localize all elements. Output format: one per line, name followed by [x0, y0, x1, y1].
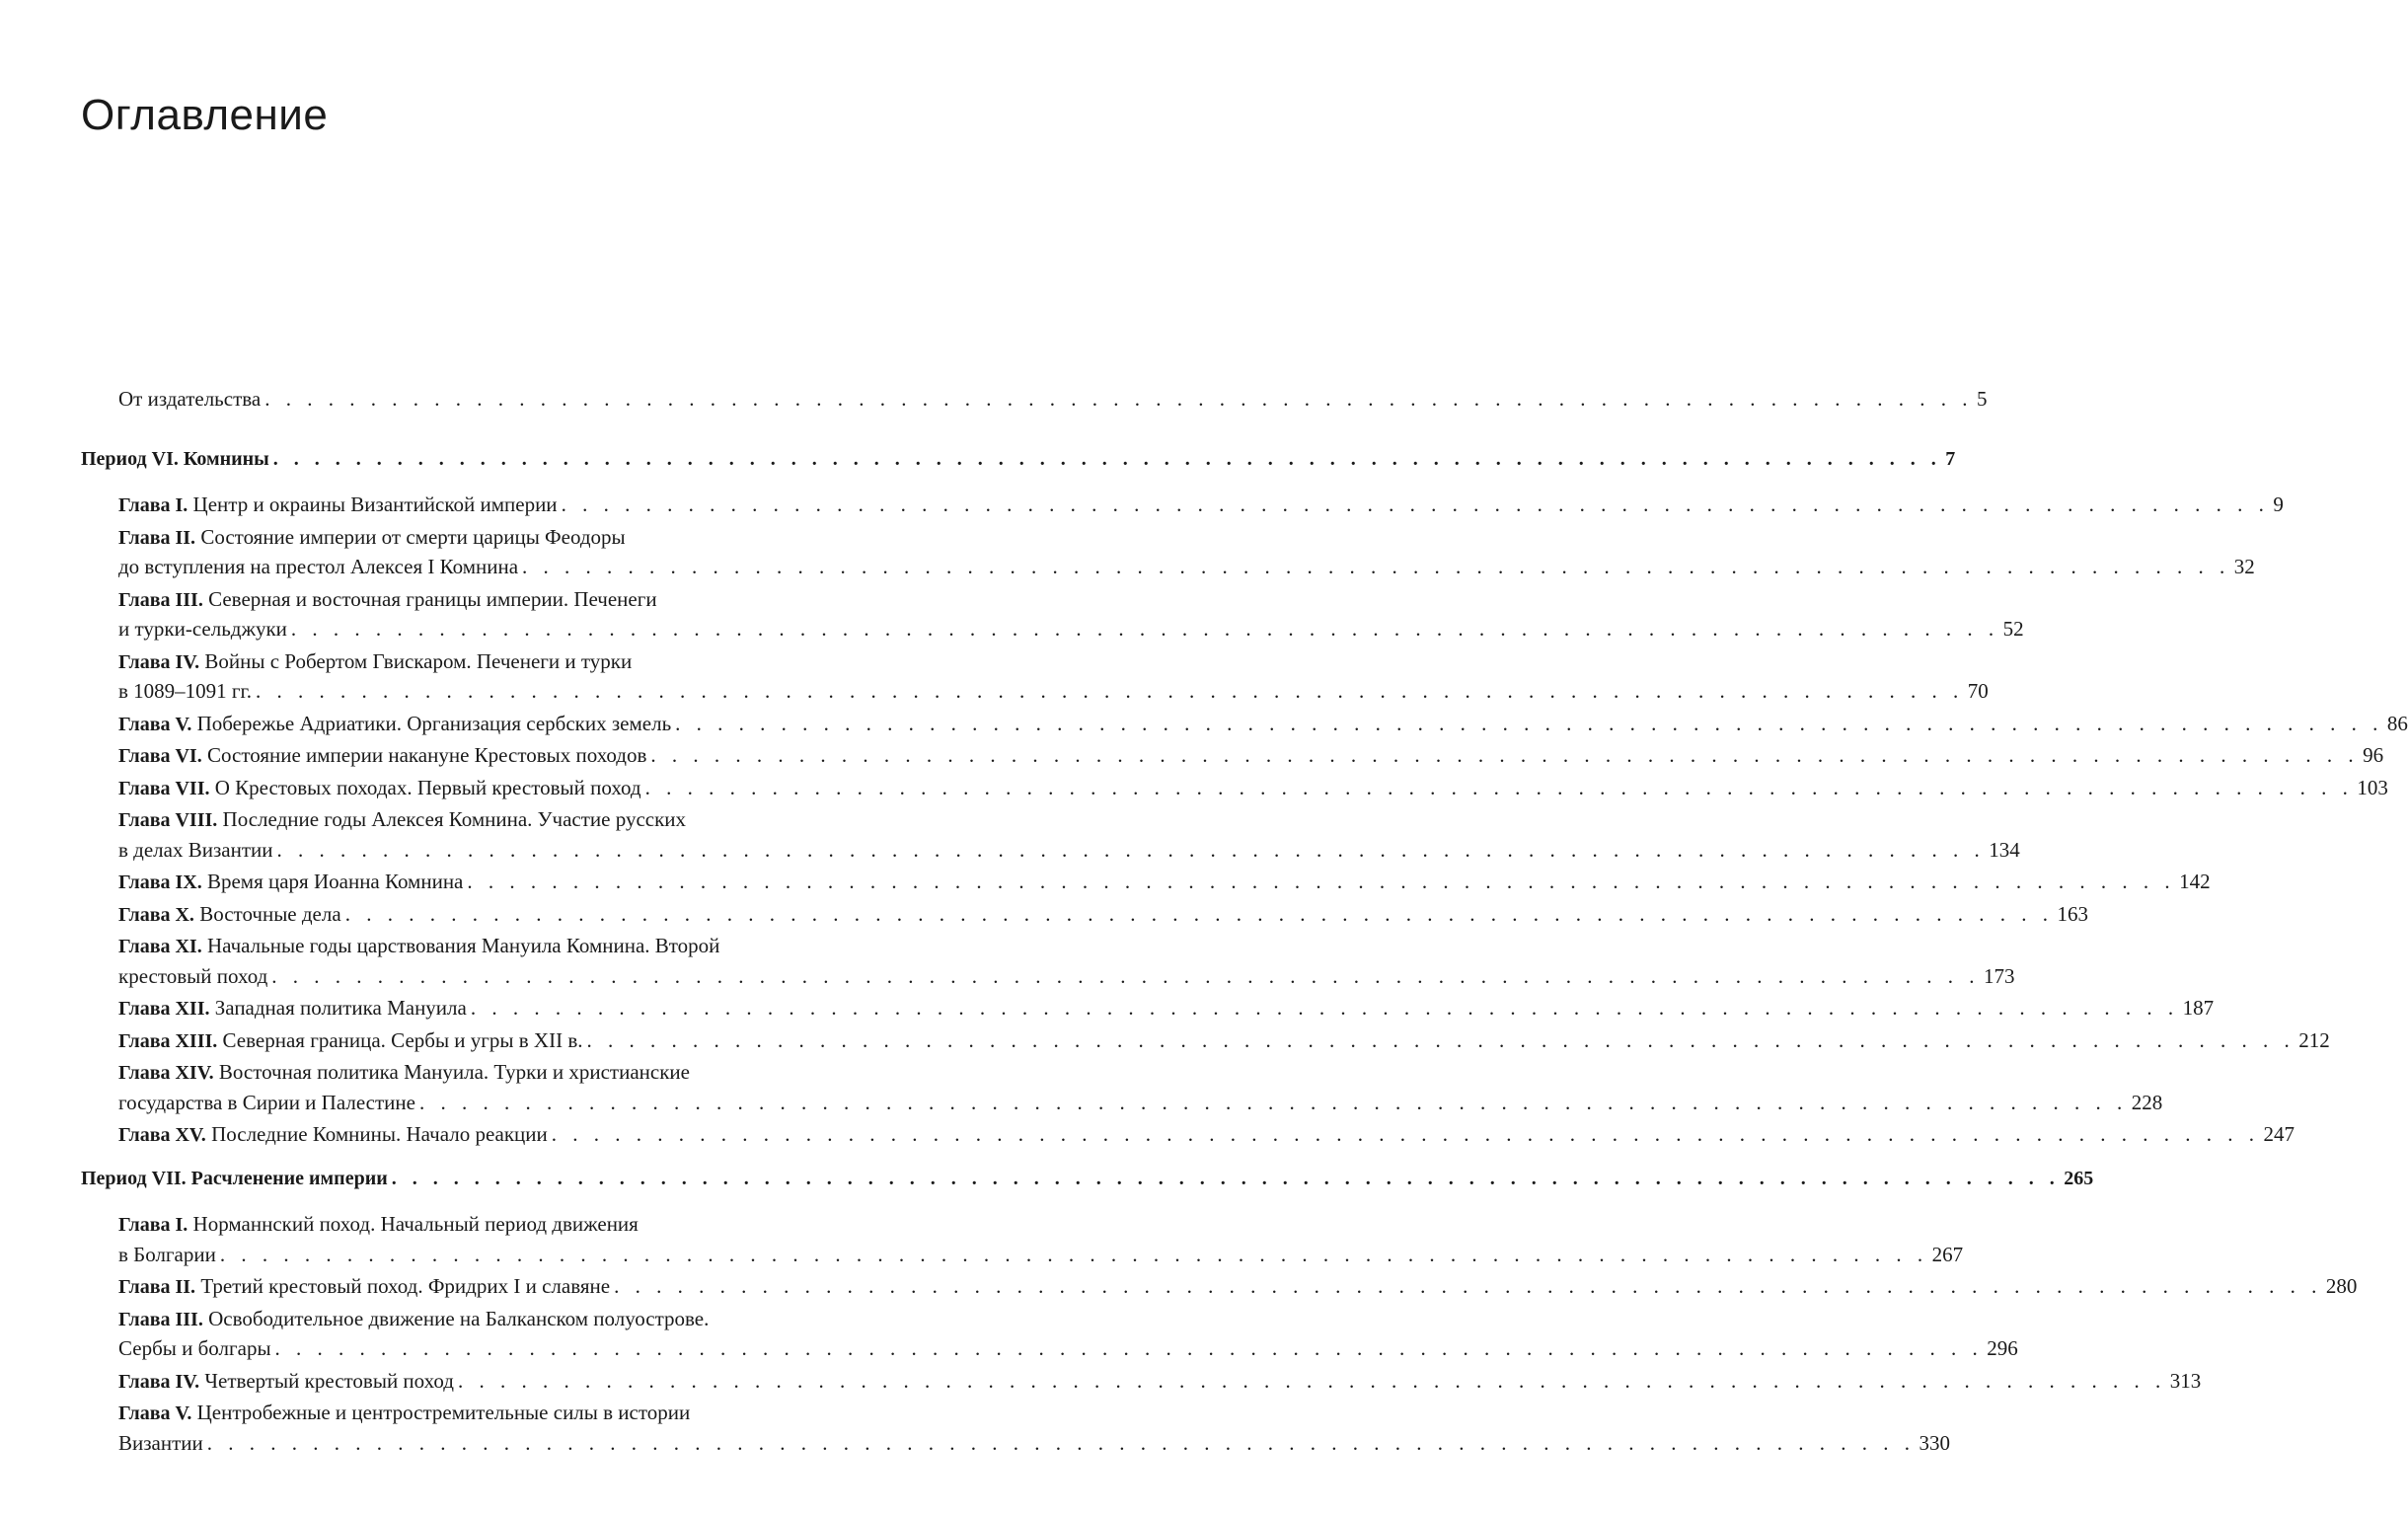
- toc-period-6-text: [81, 445, 269, 473]
- dot-leader: . . . . . . . . . . . . . . . . . . . . . . . . . . . . . . . . . . . . . . . . . . . . . . . . . . . . . . . . . . . . . . . . . . . . . . . . . . . . . . . . .: [561, 493, 2270, 516]
- toc-chapter-6-6: [118, 741, 2384, 770]
- page-number: 212: [2298, 1027, 2330, 1052]
- chapter-title: Последние годы Алексея Комнина. Участие русских: [222, 807, 687, 831]
- toc-chapter-6-2-text: [118, 553, 518, 580]
- page-number: 142: [2179, 870, 2211, 893]
- chapter-label: Глава III.: [118, 588, 203, 611]
- dot-leader: . . . . . . . . . . . . . . . . . . . . . . . . . . . . . . . . . . . . . . . . . . . . . . . . . . . . . . . . . . . . . . . . . . . . . . . . . . . . . . . . .: [271, 963, 1981, 988]
- dot-leader: . . . . . . . . . . . . . . . . . . . . . . . . . . . . . . . . . . . . . . . . . . . . . . . . . . . . . . . . . . . . . . . . . . . . . . . . . . . . . . . . .: [276, 837, 1986, 862]
- chapter-label: Глава XI.: [118, 936, 202, 957]
- toc-chapter-6-2-line: [118, 523, 626, 552]
- chapter-label: Глава II.: [118, 526, 196, 549]
- chapter-title: Начальные годы царствования Мануила Комнина. Второй: [206, 934, 720, 957]
- dot-leader: . . . . . . . . . . . . . . . . . . . . . . . . . . . . . . . . . . . . . . . . . . . . . . . . . . . . . . . . . . . . . . . . . . . . . . . . . . . . . . . . .: [206, 1430, 1916, 1455]
- toc-chapter-7-3-line: [118, 1305, 709, 1333]
- toc-chapter-6-8-text: [118, 836, 272, 864]
- page-title: Оглавление: [81, 91, 329, 139]
- dot-leader: . . . . . . . . . . . . . . . . . . . . . . . . . . . . . . . . . . . . . . . . . . . . . . . . . . . . . . . . . . . . . . . . . . . . . . . . . . . . . . . . .: [219, 1242, 1928, 1266]
- chapter-label: Глава XIV.: [118, 1062, 214, 1084]
- chapter-title: Состояние империи от смерти царицы Феодоры: [200, 524, 626, 549]
- toc-chapter-6-12: [118, 994, 2215, 1023]
- chapter-label: Глава IX.: [118, 872, 202, 893]
- toc-chapter-6-2: [118, 553, 2255, 580]
- dot-leader: . . . . . . . . . . . . . . . . . . . . . . . . . . . . . . . . . . . . . . . . . . . . . . . . . . . . . . . . . . . . . . . . . . . . . . . . . . . . . . . . .: [256, 679, 1964, 703]
- toc-period-7-text: [81, 1165, 388, 1192]
- toc-chapter-6-7-text: [118, 774, 641, 802]
- toc-chapter-6-11-line: [118, 932, 719, 960]
- chapter-title: в Болгарии: [118, 1242, 216, 1266]
- toc-chapter-6-3-text: [118, 615, 287, 643]
- page-number: 330: [1919, 1430, 1951, 1455]
- dot-leader: . . . . . . . . . . . . . . . . . . . . . . . . . . . . . . . . . . . . . . . . . . . . . . . . . . . . . . . . . . . . . . . . . . . . . . . . . . . . . . . . .: [644, 775, 2354, 799]
- dot-leader: . . . . . . . . . . . . . . . . . . . . . . . . . . . . . . . . . . . . . . . . . . . . . . . . . . . . . . . . . . . . . . . . . . . . . . . . . . . . . . . . .: [272, 448, 1942, 470]
- dot-leader: . . . . . . . . . . . . . . . . . . . . . . . . . . . . . . . . . . . . . . . . . . . . . . . . . . . . . . . . . . . . . . . . . . . . . . . . . . . . . . . . .: [391, 1168, 2061, 1189]
- page-number: 187: [2182, 996, 2215, 1020]
- dot-leader: . . . . . . . . . . . . . . . . . . . . . . . . . . . . . . . . . . . . . . . . . . . . . . . . . . . . . . . . . . . . . . . . . . . . . . . . . . . . . . . . .: [344, 901, 2054, 926]
- dot-leader: . . . . . . . . . . . . . . . . . . . . . . . . . . . . . . . . . . . . . . . . . . . . . . . . . . . . . . . . . . . . . . . . . . . . . . . . . . . . . . . . .: [467, 870, 2176, 893]
- chapter-title: Норманнский поход. Начальный период движения: [192, 1212, 639, 1236]
- toc-chapter-6-14-text: [118, 1089, 415, 1116]
- toc-chapter-6-11: [118, 962, 2015, 990]
- page-number: 265: [2064, 1168, 2094, 1189]
- toc-chapter-6-1-text: [118, 491, 558, 519]
- chapter-title: и турки-сельджуки: [118, 617, 287, 641]
- dot-leader: . . . . . . . . . . . . . . . . . . . . . . . . . . . . . . . . . . . . . . . . . . . . . . . . . . . . . . . . . . . . . . . . . . . . . . . . . . . . . . . . .: [457, 1368, 2166, 1393]
- chapter-label: Глава V.: [118, 713, 192, 735]
- toc-period-7: [81, 1165, 2094, 1192]
- chapter-title: Последние Комнины. Начало реакции: [211, 1122, 548, 1146]
- toc-chapter-6-4-text: [118, 677, 252, 705]
- toc-chapter-6-1: [118, 491, 2284, 519]
- toc-chapter-7-4-text: [118, 1367, 454, 1396]
- toc-chapter-7-5: [118, 1429, 1951, 1457]
- toc-chapter-6-13: [118, 1026, 2330, 1055]
- toc-chapter-6-4: [118, 677, 1989, 705]
- chapter-title: Северная и восточная границы империи. Печенеги: [208, 586, 657, 611]
- dot-leader: . . . . . . . . . . . . . . . . . . . . . . . . . . . . . . . . . . . . . . . . . . . . . . . . . . . . . . . . . . . . . . . . . . . . . . . . . . . . . . . . .: [274, 1336, 1984, 1360]
- page-number: 32: [2233, 555, 2255, 578]
- toc-chapter-6-3: [118, 615, 2024, 643]
- toc-chapter-6-9-text: [118, 868, 463, 896]
- chapter-title: Византии: [118, 1430, 203, 1455]
- chapter-title: Сербы и болгары: [118, 1336, 271, 1360]
- chapter-title: в 1089–1091 гг.: [118, 679, 253, 703]
- chapter-title: Западная политика Мануила: [214, 996, 467, 1020]
- chapter-title: Время царя Иоанна Комнина: [206, 870, 464, 893]
- dot-leader: . . . . . . . . . . . . . . . . . . . . . . . . . . . . . . . . . . . . . . . . . . . . . . . . . . . . . . . . . . . . . . . . . . . . . . . . . . . . . . . . .: [470, 996, 2179, 1020]
- toc-chapter-6-14-line: [118, 1058, 690, 1087]
- toc-chapter-6-4-line: [118, 647, 632, 676]
- chapter-title: Третий крестовый поход. Фридрих I и славяне: [200, 1274, 611, 1298]
- toc-chapter-6-14: [118, 1089, 2163, 1116]
- chapter-title: Войны с Робертом Гвискаром. Печенеги и турки: [204, 648, 633, 673]
- toc-chapter-7-3-text: [118, 1334, 271, 1362]
- toc-chapter-6-8: [118, 836, 2020, 864]
- chapter-label: Глава IV.: [118, 650, 200, 673]
- period-title: Период VII. Расчленение империи: [81, 1168, 388, 1189]
- dot-leader: . . . . . . . . . . . . . . . . . . . . . . . . . . . . . . . . . . . . . . . . . . . . . . . . . . . . . . . . . . . . . . . . . . . . . . . . . . . . . . . . .: [675, 711, 2383, 735]
- chapter-title: в делах Византии: [118, 837, 273, 862]
- chapter-label: Глава III.: [118, 1308, 203, 1330]
- page-number: 70: [1967, 679, 1989, 703]
- page-number: 247: [2263, 1122, 2295, 1146]
- page-number: 134: [1989, 837, 2020, 862]
- chapter-title: Восточные дела: [199, 901, 341, 926]
- toc-chapter-6-15-text: [118, 1120, 548, 1149]
- page-number: 313: [2169, 1368, 2202, 1393]
- page-number: 86: [2386, 711, 2408, 735]
- chapter-label: Глава X.: [118, 903, 194, 926]
- chapter-label: Глава II.: [118, 1276, 196, 1298]
- chapter-title: крестовый поход: [118, 963, 268, 988]
- chapter-label: Глава I.: [118, 1214, 188, 1236]
- period-title: Период VI. Комнины: [81, 448, 269, 470]
- dot-leader: . . . . . . . . . . . . . . . . . . . . . . . . . . . . . . . . . . . . . . . . . . . . . . . . . . . . . . . . . . . . . . . . . . . . . . . . . . . . . . . . .: [551, 1122, 2260, 1146]
- chapter-label: Глава IV.: [118, 1370, 200, 1393]
- toc-chapter-7-4: [118, 1367, 2202, 1396]
- toc-chapter-7-1-line: [118, 1210, 639, 1239]
- toc-chapter-7-5-text: [118, 1429, 203, 1457]
- toc-chapter-7-5-line: [118, 1399, 690, 1427]
- toc-chapter-6-5-text: [118, 710, 671, 738]
- chapter-title: О Крестовых походах. Первый крестовый поход: [214, 775, 641, 799]
- chapter-title: государства в Сирии и Палестине: [118, 1090, 415, 1114]
- chapter-label: Глава VI.: [118, 745, 202, 767]
- chapter-label: Глава I.: [118, 494, 188, 516]
- page-number: 52: [2002, 617, 2024, 641]
- page-number: 280: [2325, 1274, 2358, 1298]
- toc-chapter-7-2-text: [118, 1272, 610, 1301]
- toc-chapter-6-11-text: [118, 962, 267, 990]
- preface-title: От издательства: [118, 387, 262, 411]
- chapter-title: Восточная политика Мануила. Турки и христианские: [218, 1060, 690, 1084]
- toc-chapter-6-10: [118, 900, 2088, 929]
- toc-chapter-7-1: [118, 1241, 1964, 1268]
- toc-chapter-6-9: [118, 868, 2211, 896]
- dot-leader: . . . . . . . . . . . . . . . . . . . . . . . . . . . . . . . . . . . . . . . . . . . . . . . . . . . . . . . . . . . . . . . . . . . . . . . . . . . . . . . . .: [650, 743, 2360, 767]
- chapter-title: Состояние империи накануне Крестовых походов: [206, 743, 647, 767]
- page-number: 96: [2363, 743, 2384, 767]
- page-number: 103: [2357, 775, 2388, 799]
- toc-entry-preface-text: [118, 385, 261, 413]
- toc-chapter-6-6-text: [118, 741, 646, 770]
- page-number: 9: [2273, 493, 2284, 516]
- chapter-label: Глава XII.: [118, 998, 210, 1020]
- page-number: 7: [1945, 448, 1956, 470]
- toc-chapter-6-15: [118, 1120, 2295, 1149]
- dot-leader: . . . . . . . . . . . . . . . . . . . . . . . . . . . . . . . . . . . . . . . . . . . . . . . . . . . . . . . . . . . . . . . . . . . . . . . . . . . . . . . . .: [614, 1274, 2322, 1298]
- page-number: 228: [2131, 1090, 2163, 1114]
- chapter-label: Глава V.: [118, 1402, 192, 1424]
- toc-entry-preface: [118, 385, 1988, 413]
- chapter-label: Глава XIII.: [118, 1029, 218, 1052]
- chapter-title: Четвертый крестовый поход: [204, 1368, 454, 1393]
- page-number: 163: [2057, 901, 2088, 926]
- toc-chapter-6-3-line: [118, 585, 657, 614]
- chapter-label: Глава VIII.: [118, 809, 218, 831]
- dot-leader: . . . . . . . . . . . . . . . . . . . . . . . . . . . . . . . . . . . . . . . . . . . . . . . . . . . . . . . . . . . . . . . . . . . . . . . . . . . . . . . . .: [418, 1090, 2128, 1114]
- chapter-title: Центробежные и центростремительные силы в истории: [196, 1401, 691, 1424]
- toc-chapter-6-5: [118, 710, 2408, 738]
- toc-chapter-6-8-line: [118, 805, 686, 834]
- dot-leader: . . . . . . . . . . . . . . . . . . . . . . . . . . . . . . . . . . . . . . . . . . . . . . . . . . . . . . . . . . . . . . . . . . . . . . . . . . . . . . . . .: [264, 387, 1973, 411]
- chapter-title: до вступления на престол Алексея I Комнина: [118, 555, 519, 578]
- toc-chapter-6-13-text: [118, 1026, 583, 1055]
- chapter-label: Глава VII.: [118, 777, 210, 799]
- toc-chapter-6-12-text: [118, 994, 467, 1023]
- page-number: 296: [1987, 1336, 2018, 1360]
- toc-chapter-7-3: [118, 1334, 2018, 1362]
- dot-leader: . . . . . . . . . . . . . . . . . . . . . . . . . . . . . . . . . . . . . . . . . . . . . . . . . . . . . . . . . . . . . . . . . . . . . . . . . . . . . . . . .: [586, 1027, 2295, 1052]
- toc-period-6: [81, 445, 1956, 473]
- chapter-title: Освободительное движение на Балканском полуострове.: [208, 1306, 710, 1330]
- page-number: 267: [1931, 1242, 1964, 1266]
- page-number: 173: [1984, 963, 2015, 988]
- toc-chapter-7-2: [118, 1272, 2358, 1301]
- chapter-title: Северная граница. Сербы и угры в XII в.: [222, 1027, 583, 1052]
- dot-leader: . . . . . . . . . . . . . . . . . . . . . . . . . . . . . . . . . . . . . . . . . . . . . . . . . . . . . . . . . . . . . . . . . . . . . . . . . . . . . . . . .: [522, 555, 2230, 578]
- toc-chapter-6-10-text: [118, 900, 341, 929]
- chapter-title: Побережье Адриатики. Организация сербских земель: [196, 711, 672, 735]
- page-number: 5: [1976, 387, 1988, 411]
- chapter-label: Глава XV.: [118, 1124, 206, 1146]
- dot-leader: . . . . . . . . . . . . . . . . . . . . . . . . . . . . . . . . . . . . . . . . . . . . . . . . . . . . . . . . . . . . . . . . . . . . . . . . . . . . . . . . .: [290, 617, 1999, 641]
- toc-chapter-6-7: [118, 774, 2388, 802]
- toc-chapter-7-1-text: [118, 1241, 216, 1268]
- chapter-title: Центр и окраины Византийской империи: [192, 493, 558, 516]
